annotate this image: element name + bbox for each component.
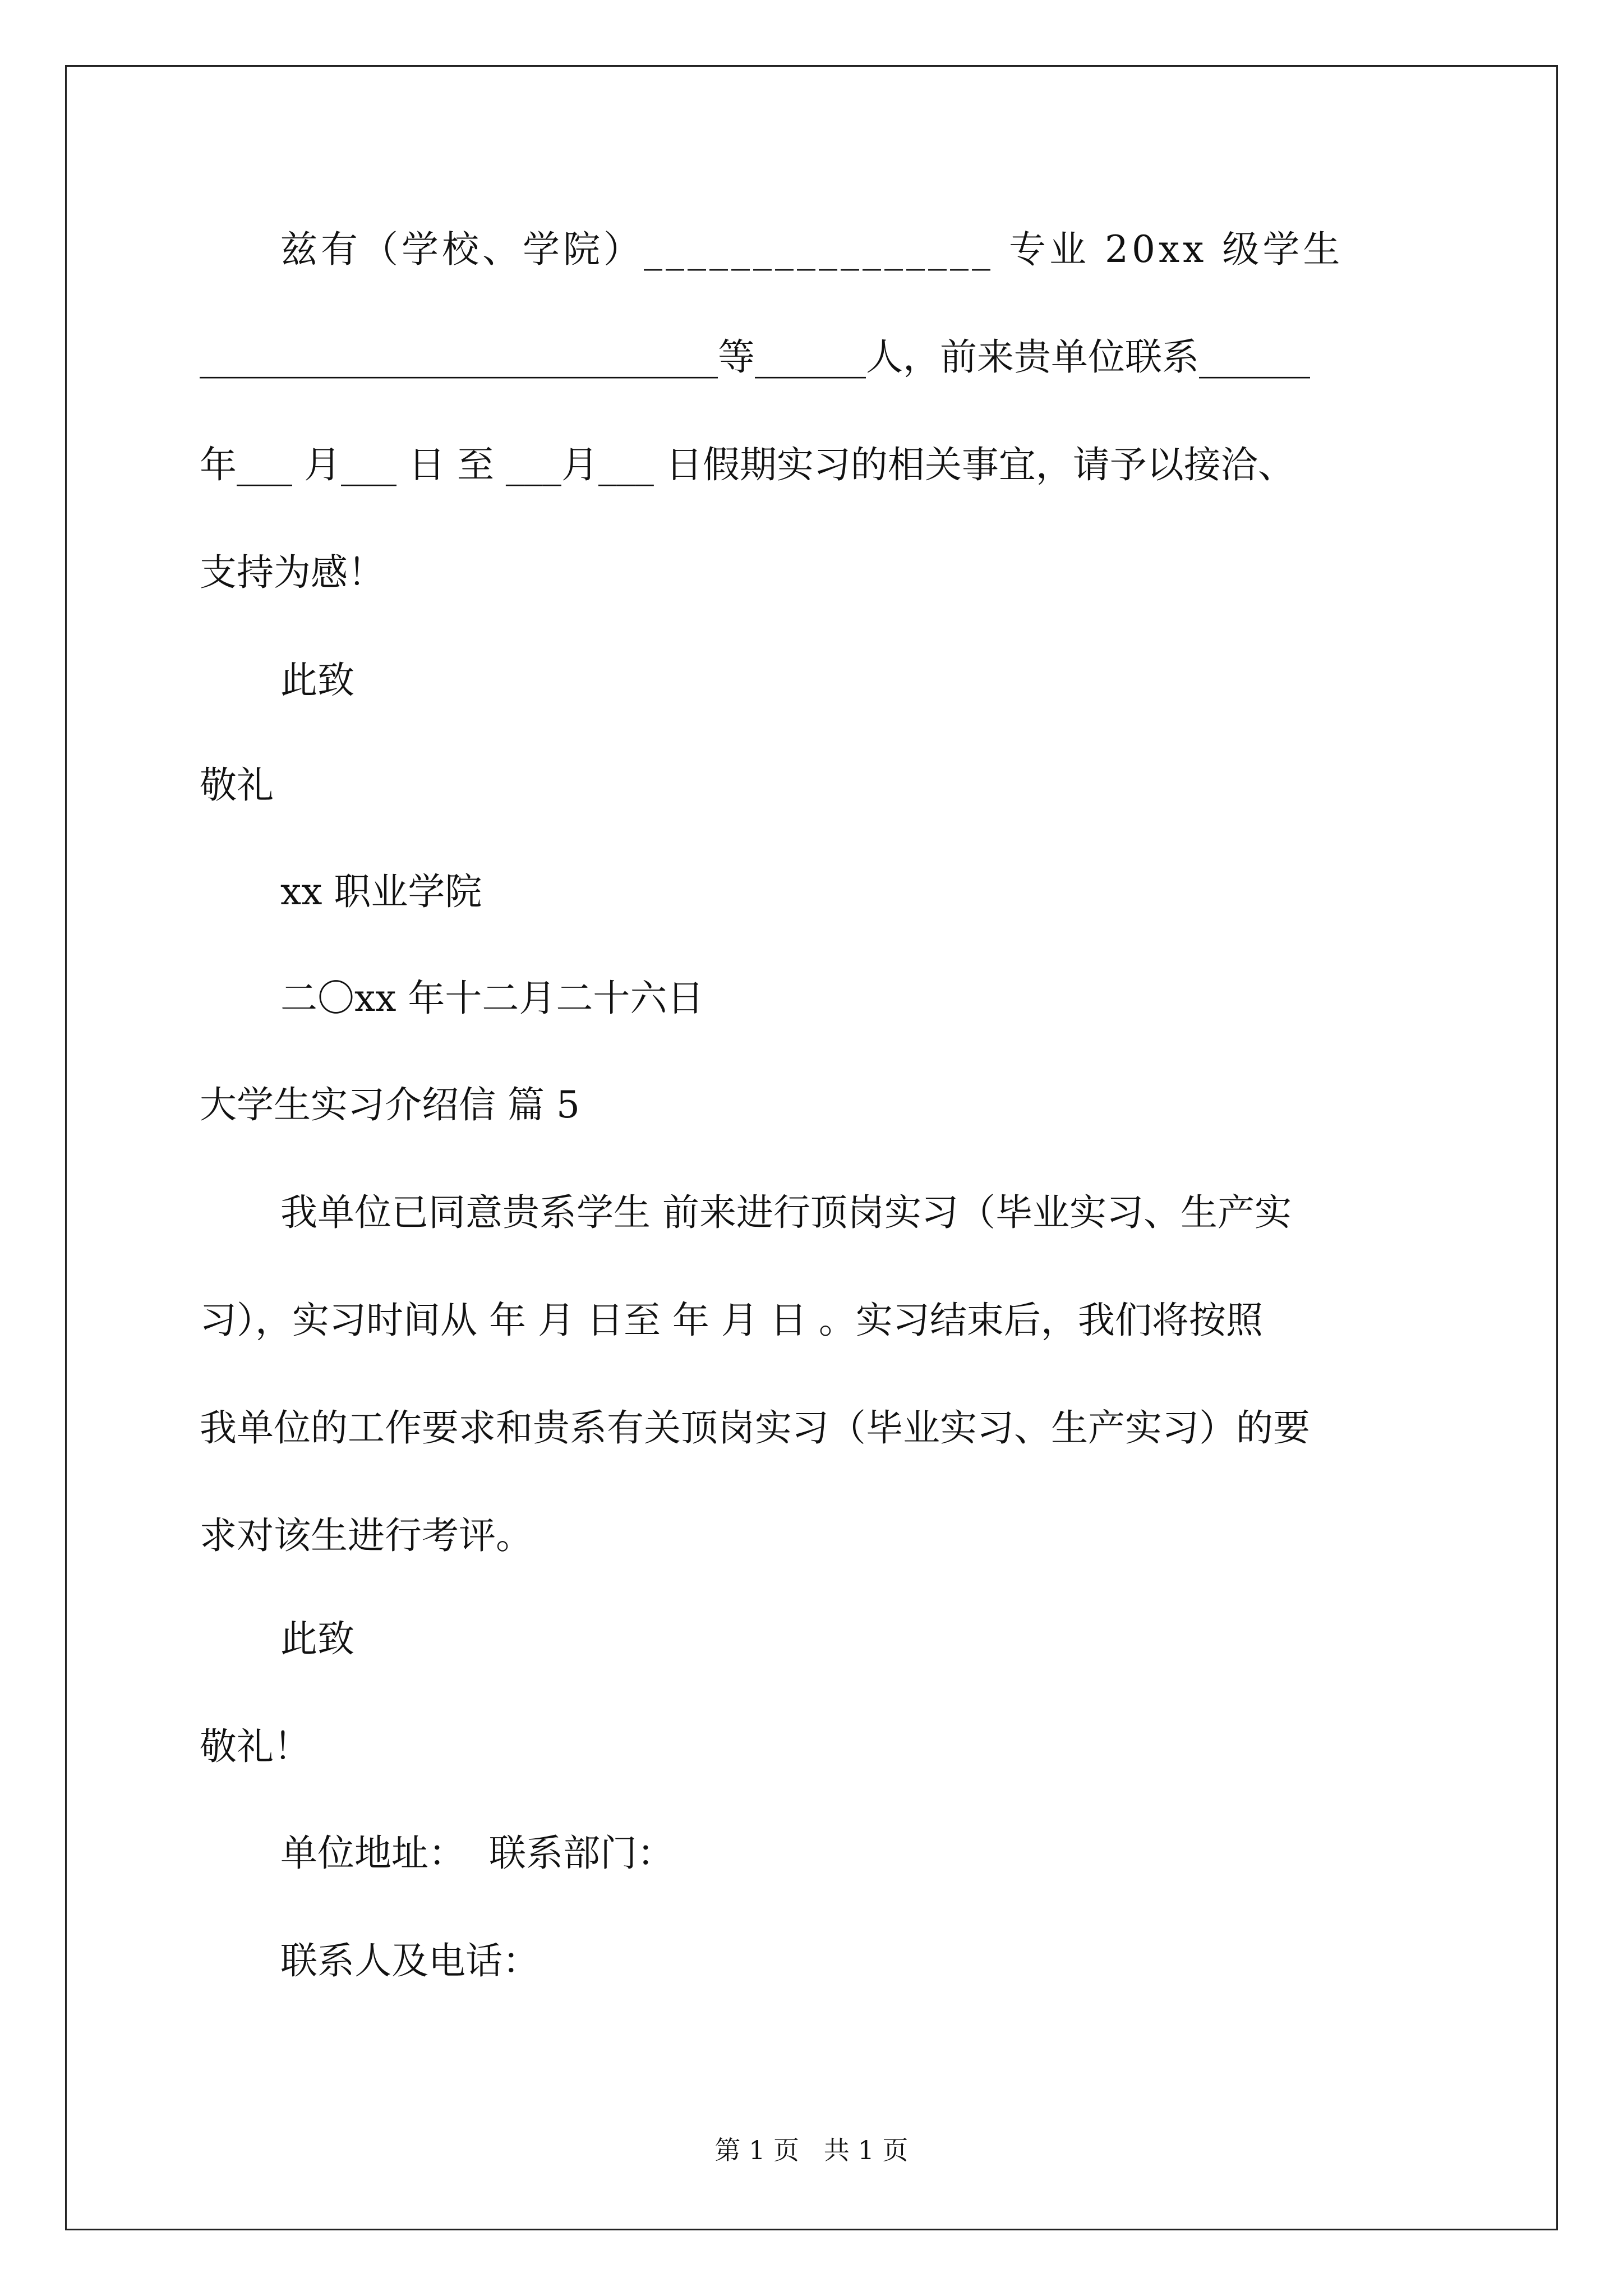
letter2-address-line: 单位地址： 联系部门： — [280, 1832, 674, 1875]
letter2-para-line2: 习），实习时间从 年 月 日至 年 月 日 。实习结束后，我们将按照 — [200, 1299, 1263, 1342]
letter2-salutation: 此致 — [280, 1617, 354, 1660]
letter1-line1: 兹有（学校、学院）________________ 专业 20xx 级学生 — [280, 228, 1344, 271]
page-footer: 第 1 页 共 1 页 — [714, 2135, 909, 2165]
letter2-contact-line: 联系人及电话： — [280, 1939, 540, 1982]
letter2-closing: 敬礼！ — [200, 1725, 311, 1768]
section-title: 大学生实习介绍信 篇 5 — [200, 1083, 580, 1126]
letter1-signature: xx 职业学院 — [280, 870, 482, 913]
letter1-line4: 支持为感！ — [200, 551, 385, 594]
letter2-para-line1: 我单位已同意贵系学生 前来进行顶岗实习（毕业实习、生产实 — [280, 1191, 1292, 1234]
letter1-line3: 年___ 月___ 日 至 ___月___ 日假期实习的相关事宜，请予以接洽、 — [200, 443, 1295, 486]
letter1-line2: ____________________________等______人，前来贵单位联系______ — [200, 335, 1310, 379]
letter1-closing: 敬礼 — [200, 763, 274, 807]
letter2-para-line3: 我单位的工作要求和贵系有关顶岗实习（毕业实习、生产实习）的要 — [200, 1406, 1310, 1450]
letter1-salutation: 此致 — [280, 659, 354, 702]
page-border — [65, 65, 1558, 2230]
letter1-date: 二〇xx 年十二月二十六日 — [280, 977, 704, 1020]
letter2-para-line4: 求对该生进行考评。 — [200, 1514, 533, 1557]
